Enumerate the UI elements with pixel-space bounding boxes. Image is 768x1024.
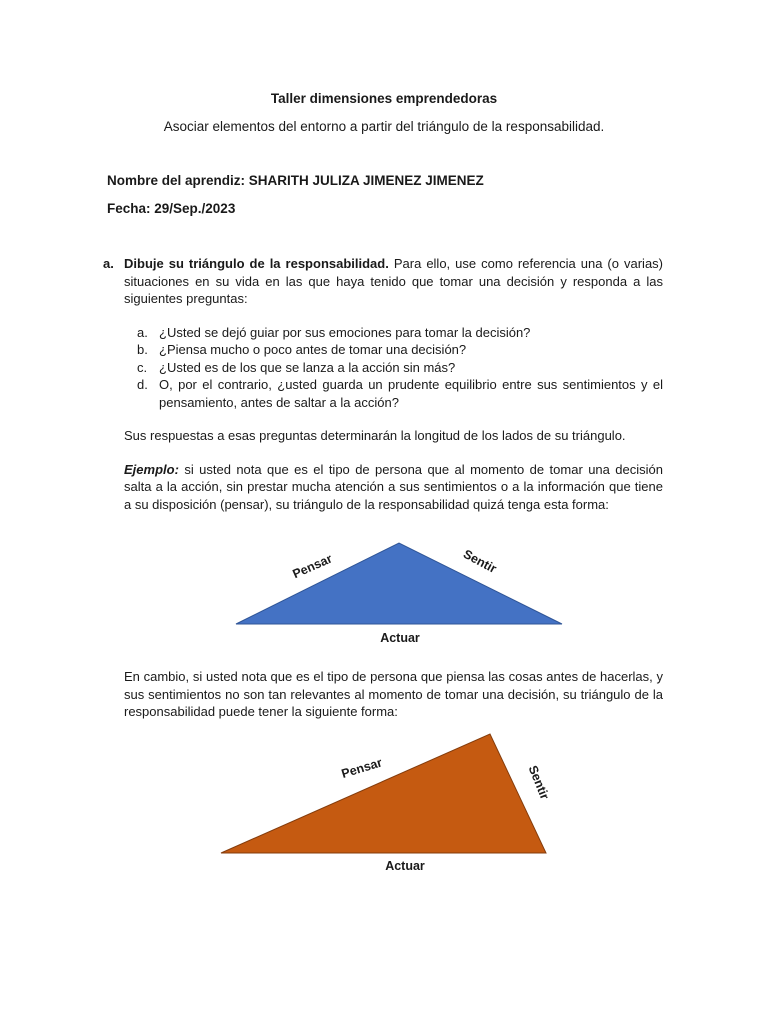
triangle-2-left-label: Pensar <box>339 755 384 781</box>
triangle-svg-1 <box>0 530 768 650</box>
triangle-1-base-label: Actuar <box>380 631 420 645</box>
list-item <box>124 324 663 342</box>
list-item <box>124 359 663 377</box>
triangle-1-right-label: Sentir <box>460 546 499 576</box>
triangle-2-right-label: Sentir <box>525 763 552 802</box>
question-text: ¿Usted es de los que se lanza a la acción sin más? <box>159 359 456 375</box>
document-title: Taller dimensiones emprendedoras <box>270 91 498 106</box>
question-marker: d. <box>137 377 148 392</box>
list-item <box>124 376 663 411</box>
answers-note: Sus respuestas a esas preguntas determinarán la longitud de los lados de su triángulo. <box>124 428 626 443</box>
question-text: O, por el contrario, ¿usted guarda un prudente equilibrio entre sus sentimientos y el pensamiento, antes de saltar a la acción? <box>159 377 663 410</box>
triangle-2-base-label: Actuar <box>385 859 425 873</box>
student-name: Nombre del aprendiz: SHARITH JULIZA JIMENEZ JIMENEZ <box>107 173 484 188</box>
question-text: ¿Usted se dejó guiar por sus emociones para tomar la decisión? <box>159 324 531 340</box>
triangle-shape-2 <box>221 734 546 853</box>
triangle-diagram-1 <box>0 530 768 650</box>
triangle-1-left-label: Pensar <box>290 551 335 582</box>
example-text: si usted nota que es el tipo de persona que al momento de tomar una decisión salta a la acción, sin prestar mucha atención a sus sentimientos o a la información que tiene a su disposición (pensar), su triángulo de la responsabilidad quizá tenga esta forma: <box>124 461 663 512</box>
date-field: Fecha: 29/Sep./2023 <box>107 201 236 216</box>
questions-list <box>124 324 663 412</box>
list-item <box>124 341 663 359</box>
question-marker: a. <box>137 324 148 340</box>
second-case-paragraph: En cambio, si usted nota que es el tipo de persona que piensa las cosas antes de hacerlas, y sus sentimientos no son tan relevantes al momento de tomar una decisión, su triángulo de la responsabilidad puede tener la siguiente forma: <box>124 669 663 719</box>
question-marker: c. <box>137 359 148 375</box>
section-intro <box>124 255 663 308</box>
section-heading: Dibuje su triángulo de la responsabilidad. <box>124 256 389 271</box>
section-marker: a. <box>103 256 114 271</box>
triangle-diagram-2 <box>0 722 768 882</box>
section-body <box>124 255 663 513</box>
example-paragraph <box>124 461 663 514</box>
question-marker: b. <box>137 342 148 357</box>
example-label: Ejemplo: <box>124 461 179 477</box>
triangle-shape-1 <box>236 543 562 624</box>
section-intro-text: Para ello, use como referencia una (o varias) situaciones en su vida en las que haya tenido que tomar una decisión y responda a las siguientes preguntas: <box>124 256 664 306</box>
section-a <box>103 255 663 513</box>
question-text: ¿Piensa mucho o poco antes de tomar una decisión? <box>159 342 467 357</box>
triangle-svg-2 <box>0 722 768 882</box>
document-subtitle: Asociar elementos del entorno a partir del triángulo de la responsabilidad. <box>163 119 605 134</box>
